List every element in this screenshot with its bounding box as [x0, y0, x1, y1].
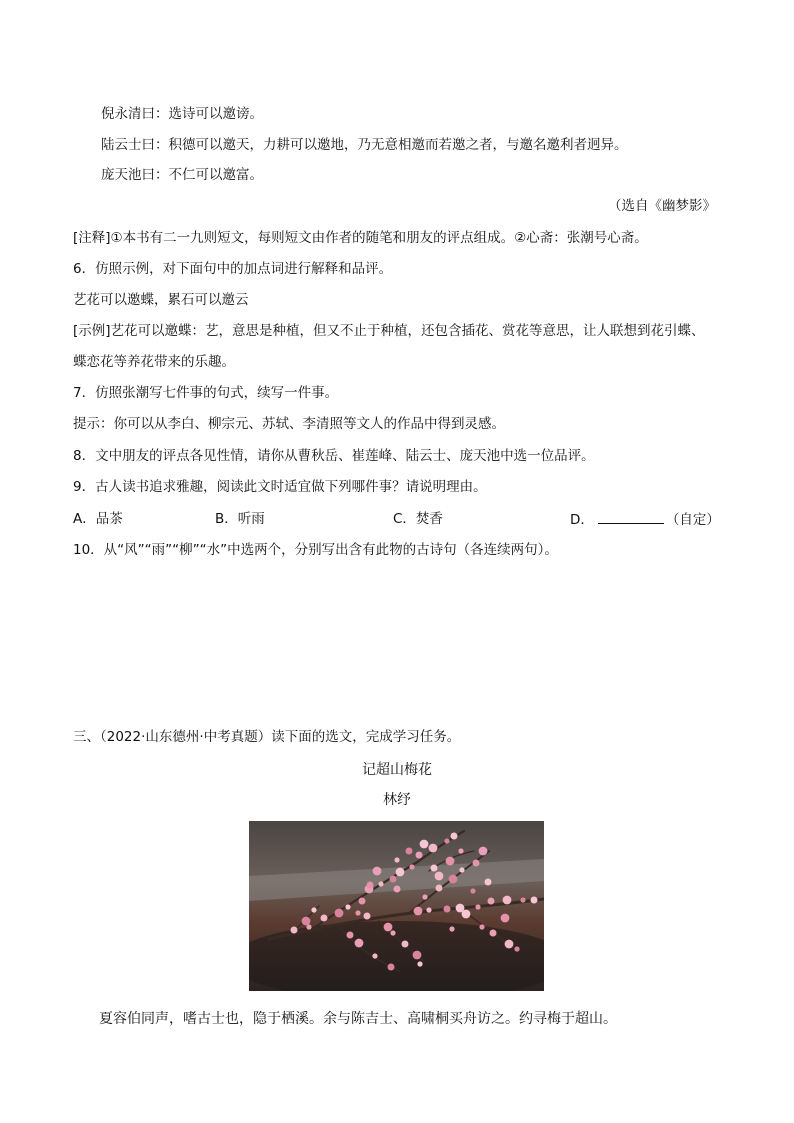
blossom — [373, 867, 382, 876]
blossom — [394, 886, 401, 893]
blossom — [503, 896, 512, 905]
option-d-blank[interactable] — [598, 509, 664, 524]
blossom — [347, 932, 354, 939]
blossom — [413, 951, 422, 960]
blossom — [505, 940, 514, 949]
question-6-phrase: 艺花可以邀蝶，累石可以邀云 — [73, 292, 249, 308]
blossom — [390, 930, 395, 935]
blossom — [446, 857, 455, 866]
blossom — [420, 840, 429, 849]
quote-1: 倪永清曰：选诗可以邀谤。 — [101, 106, 263, 122]
blossom — [302, 917, 311, 926]
blossom — [429, 844, 438, 853]
section-3-heading: 三、（2022·山东德州·中考真题）读下面的选文，完成学习任务。 — [73, 729, 461, 745]
option-b: B．听雨 — [215, 511, 265, 527]
annotation-note: [注释]①本书有二一九则短文，每则短文由作者的随笔和朋友的评点组成。②心斋：张潮号心斋。 — [73, 230, 648, 246]
option-d — [570, 509, 720, 530]
question-7-hint: 提示：你可以从李白、柳宗元、苏轼、李清照等文人的作品中得到灵感。 — [73, 416, 505, 432]
question-10: 10．从“风”“雨”“柳”“水”中选两个，分别写出含有此物的古诗句（各连续两句）。 — [73, 542, 558, 558]
option-d-suffix: （自定） — [665, 512, 720, 528]
blossom — [367, 882, 374, 889]
blossom — [390, 876, 397, 883]
blossom — [396, 868, 405, 877]
blossom — [501, 914, 510, 923]
question-6: 6．仿照示例，对下面句中的加点词进行解释和品评。 — [73, 261, 393, 277]
blossom — [462, 910, 471, 919]
blossom — [388, 964, 395, 971]
passage-author: 林纾 — [383, 792, 411, 808]
blossom — [473, 860, 480, 867]
blossom — [394, 857, 399, 862]
blossom — [378, 881, 383, 886]
blossom — [479, 847, 488, 856]
blossom — [291, 927, 298, 934]
blossom — [414, 907, 423, 916]
option-a: A．品茶 — [73, 511, 123, 527]
blossom — [311, 907, 316, 912]
blossom — [475, 904, 480, 909]
blossom — [426, 907, 431, 912]
blossom — [431, 865, 438, 872]
source-citation: （选自《幽梦影》 — [608, 198, 716, 214]
blossom — [422, 894, 427, 899]
blossom — [364, 913, 371, 920]
blossom — [335, 909, 344, 918]
blossom — [384, 923, 393, 932]
blossom — [449, 875, 458, 884]
blossom — [479, 924, 484, 929]
blossom — [444, 906, 451, 913]
blossom — [345, 904, 350, 909]
blossom — [435, 872, 444, 881]
blossom — [355, 939, 364, 948]
passage-first-line: 夏容伯同声，嗜古士也，隐于栖溪。余与陈吉士、高啸桐买舟访之。约寻梅于超山。 — [99, 1011, 617, 1027]
question-6-example-2: 蝶恋花等养花带来的乐趣。 — [73, 354, 235, 370]
plum-blossom-photo — [249, 821, 544, 991]
quote-2: 陆云士曰：积德可以邀天，力耕可以邀地，乃无意相邀而若邀之者，与邀名邀利者迥异。 — [101, 137, 628, 153]
blossom — [451, 833, 458, 840]
question-7: 7．仿照张潮写七件事的句式，续写一件事。 — [73, 385, 339, 401]
blossom — [321, 915, 328, 922]
blossom — [359, 898, 366, 905]
question-9: 9．古人读书追求雅趣，阅读此文时适宜做下列哪件事？请说明理由。 — [73, 479, 487, 495]
blossom — [531, 897, 538, 904]
blossom — [458, 848, 463, 853]
blossom — [520, 897, 525, 902]
blossom — [406, 848, 413, 855]
blossom — [490, 930, 497, 937]
blossom — [444, 838, 449, 843]
passage-title: 记超山梅花 — [362, 762, 432, 778]
blossom — [355, 910, 360, 915]
blossom — [436, 885, 443, 892]
blossom — [488, 898, 495, 905]
blossom — [459, 867, 464, 872]
option-c: C．焚香 — [393, 511, 443, 527]
blossom — [449, 926, 454, 931]
blossom — [416, 852, 423, 859]
blossom — [470, 888, 475, 893]
option-d-label: D． — [570, 512, 594, 528]
question-6-example-1: [示例]艺花可以邀蝶：艺，意思是种植，但又不止于种植，还包含插花、赏花等意思，让人联想到花引蝶、 — [73, 323, 705, 339]
quote-3: 庞天池曰：不仁可以邀富。 — [101, 167, 263, 183]
blossom — [485, 879, 492, 886]
blossom — [402, 941, 409, 948]
plum-blossom-illustration — [249, 821, 544, 991]
blossom — [409, 864, 414, 869]
question-8: 8．文中朋友的评点各见性情，请你从曹秋岳、崔莲峰、陆云士、庞天池中选一位品评。 — [73, 448, 595, 464]
blossom — [372, 953, 377, 958]
blossom — [514, 946, 519, 951]
blossom — [417, 961, 422, 966]
